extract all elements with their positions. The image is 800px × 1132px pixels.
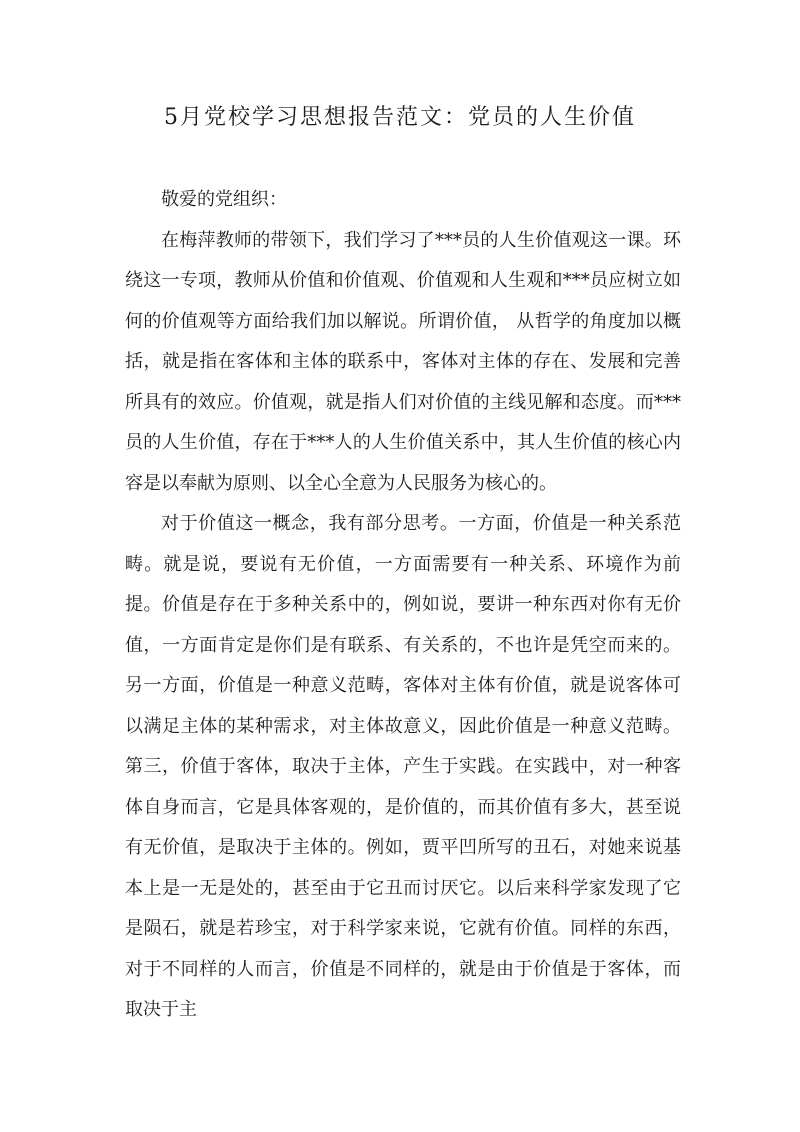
document-title: 5月党校学习思想报告范文：党员的人生价值: [164, 105, 636, 130]
document-body: [125, 180, 681, 1031]
paragraph: 在梅萍教师的带领下，我们学习了***员的人生价值观这一课。环绕这一专项，教师从价值和价值观、价值观和人生观和***员应树立如何的价值观等方面给我们加以解说。所谓价值， 从哲学的角度加以概括，就是指在客体和主体的联系中，客体对主体的存在、发展和完善所具有的效应。价值观，就是指人们对价值的主线见解和态度。而***员的人生价值，存在于***人的人生价值关系中，其人生价值的核心内容是以奉献为原则、以全心全意为人民服务为核心的。: [125, 229, 681, 494]
paragraph: 对于价值这一概念，我有部分思考。一方面，价值是一种关系范畴。就是说，要说有无价值，一方面需要有一种关系、环境作为前提。价值是存在于多种关系中的，例如说，要讲一种东西对你有无价值，一方面肯定是你们是有联系、有关系的，不也许是凭空而来的。另一方面，价值是一种意义范畴，客体对主体有价值，就是说客体可以满足主体的某种需求，对主体故意义，因此价值是一种意义范畴。第三，价值于客体，取决于主体，产生于实践。在实践中，对一种客体自身而言，它是具体客观的，是价值的，而其价值有多大，甚至说有无价值，是取决于主体的。例如，贾平凹所写的丑石，对她来说基本上是一无是处的，甚至由于它丑而讨厌它。以后来科学家发现了它是陨石，就是若珍宝，对于科学家来说，它就有价值。同样的东西，对于不同样的人而言，价值是不同样的，就是由于价值是于客体，而取决于主: [125, 513, 681, 1020]
salutation: 敬爱的党组织：: [161, 189, 287, 210]
